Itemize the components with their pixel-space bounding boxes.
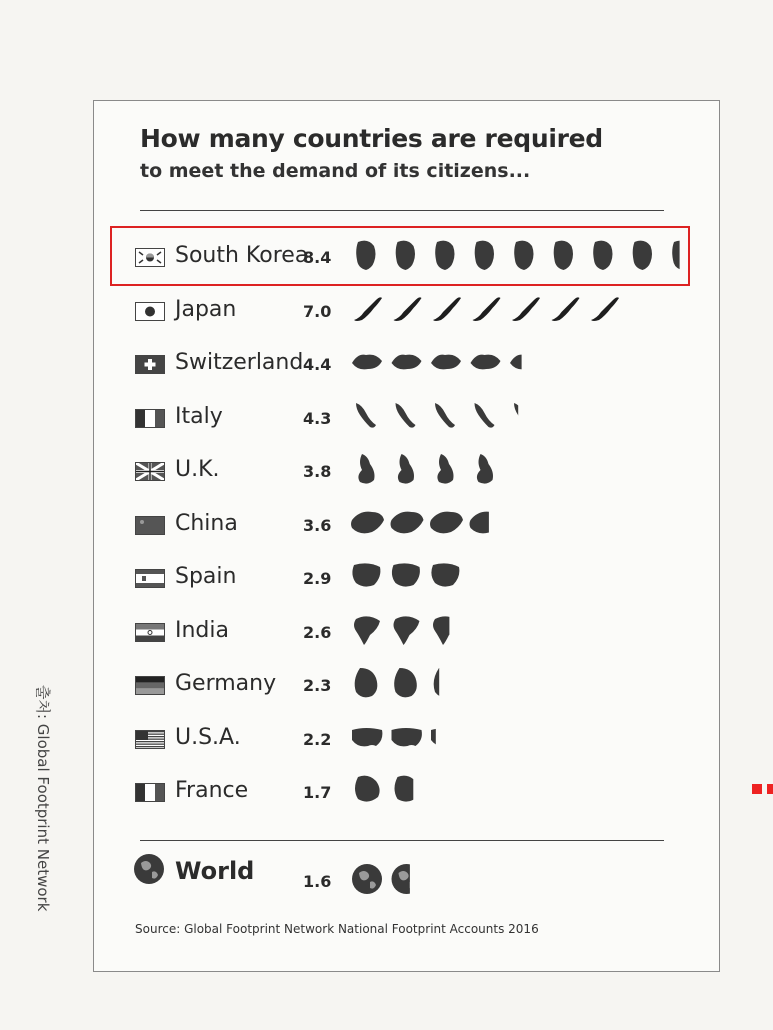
country-label: India xyxy=(175,617,229,643)
red-marker xyxy=(752,784,762,794)
flag-icon xyxy=(135,730,165,749)
unit-icon xyxy=(394,297,422,321)
value-label: 3.6 xyxy=(303,515,332,535)
value-label: 2.9 xyxy=(303,569,332,588)
value-label: 4.4 xyxy=(303,355,332,374)
unit-icon xyxy=(470,511,503,533)
unit-icon xyxy=(352,563,380,586)
value-label: 2.2 xyxy=(303,729,332,749)
country-row xyxy=(0,393,773,441)
unit-icon xyxy=(354,297,382,321)
unit-icon xyxy=(394,616,420,645)
country-icon-bar xyxy=(345,343,685,383)
unit-icon xyxy=(392,728,422,746)
world-divider xyxy=(140,840,664,841)
unit-icon xyxy=(430,511,463,533)
country-icon-bar xyxy=(345,718,685,758)
unit-icon xyxy=(433,616,459,645)
highlight-box xyxy=(110,226,690,286)
country-icon-bar xyxy=(345,290,685,330)
country-row xyxy=(0,607,773,655)
value-label: 2.6 xyxy=(303,622,332,642)
side-credit: 출처: Global Footprint Network xyxy=(34,685,52,912)
value-label: 7.0 xyxy=(303,301,332,321)
unit-icon xyxy=(514,403,534,428)
country-label: France xyxy=(175,778,249,803)
unit-icon xyxy=(431,728,461,746)
country-row xyxy=(0,767,773,815)
country-label: Spain xyxy=(175,564,237,589)
world-icons xyxy=(345,860,685,900)
unit-icon xyxy=(398,454,414,484)
unit-icon xyxy=(351,511,384,533)
flag-icon xyxy=(135,355,165,374)
flag-icon xyxy=(135,516,165,535)
value-label: 4.3 xyxy=(303,408,332,428)
country-label: U.K. xyxy=(175,457,220,482)
unit-icon xyxy=(471,355,501,370)
chart-title: How many countries are required xyxy=(140,124,603,153)
country-icon-bar xyxy=(345,397,685,437)
unit-icon xyxy=(477,454,493,484)
globe-icon xyxy=(132,852,166,886)
unit-icon xyxy=(475,403,495,428)
flag-icon xyxy=(135,676,165,695)
unit-icon xyxy=(396,403,416,428)
red-marker-2 xyxy=(767,784,773,794)
unit-icon xyxy=(473,297,501,321)
world-row xyxy=(0,852,773,900)
unit-icon xyxy=(355,668,378,697)
unit-icon xyxy=(394,668,417,697)
flag-icon xyxy=(135,302,165,321)
country-icon-bar xyxy=(345,450,685,490)
country-icon-bar xyxy=(345,771,685,811)
unit-icon xyxy=(392,355,422,370)
unit-icon xyxy=(512,297,540,321)
country-label: Switzerland xyxy=(175,350,304,375)
title-divider xyxy=(140,210,664,211)
country-row xyxy=(0,446,773,494)
unit-icon xyxy=(552,297,580,321)
unit-icon xyxy=(431,563,459,586)
flag-icon xyxy=(135,783,165,802)
country-icon-bar xyxy=(345,664,685,704)
unit-icon xyxy=(433,297,461,321)
unit-icon xyxy=(352,864,382,894)
country-label: South Korea xyxy=(175,243,309,268)
country-row xyxy=(0,714,773,762)
unit-icon xyxy=(392,563,420,586)
unit-icon xyxy=(435,403,455,428)
country-label: Germany xyxy=(175,671,277,696)
unit-icon xyxy=(395,776,420,802)
flag-icon xyxy=(135,569,165,588)
country-label: Japan xyxy=(175,296,237,322)
world-value: 1.6 xyxy=(303,872,332,891)
country-icon-bar xyxy=(345,504,685,544)
unit-icon xyxy=(437,454,453,484)
source-note: Source: Global Footprint Network National Footprint Accounts 2016 xyxy=(135,922,539,936)
country-label: U.S.A. xyxy=(175,724,241,750)
unit-icon xyxy=(352,728,382,746)
unit-icon xyxy=(591,297,619,321)
country-row xyxy=(0,286,773,334)
value-label: 8.4 xyxy=(303,248,332,267)
unit-icon xyxy=(358,454,374,484)
country-icon-bar xyxy=(345,557,685,597)
value-label: 1.7 xyxy=(303,783,332,802)
country-label: China xyxy=(175,510,238,536)
flag-icon xyxy=(135,462,165,481)
unit-icon xyxy=(510,355,540,370)
world-label: World xyxy=(175,857,255,885)
unit-icon xyxy=(391,511,424,533)
unit-icon xyxy=(431,355,461,370)
value-label: 3.8 xyxy=(303,462,332,481)
flag-icon xyxy=(135,623,165,642)
unit-icon xyxy=(434,668,457,697)
country-row xyxy=(0,339,773,387)
country-row xyxy=(0,660,773,708)
unit-icon xyxy=(356,403,376,428)
unit-icon xyxy=(354,616,380,645)
country-row xyxy=(0,553,773,601)
flag-icon xyxy=(135,409,165,428)
chart-subtitle: to meet the demand of its citizens... xyxy=(140,160,531,182)
unit-icon xyxy=(352,355,382,370)
unit-icon xyxy=(392,864,422,894)
unit-icon xyxy=(355,776,380,802)
country-icon-bar xyxy=(345,611,685,651)
country-row xyxy=(0,500,773,548)
country-label: Italy xyxy=(175,403,223,429)
value-label: 2.3 xyxy=(303,676,332,695)
